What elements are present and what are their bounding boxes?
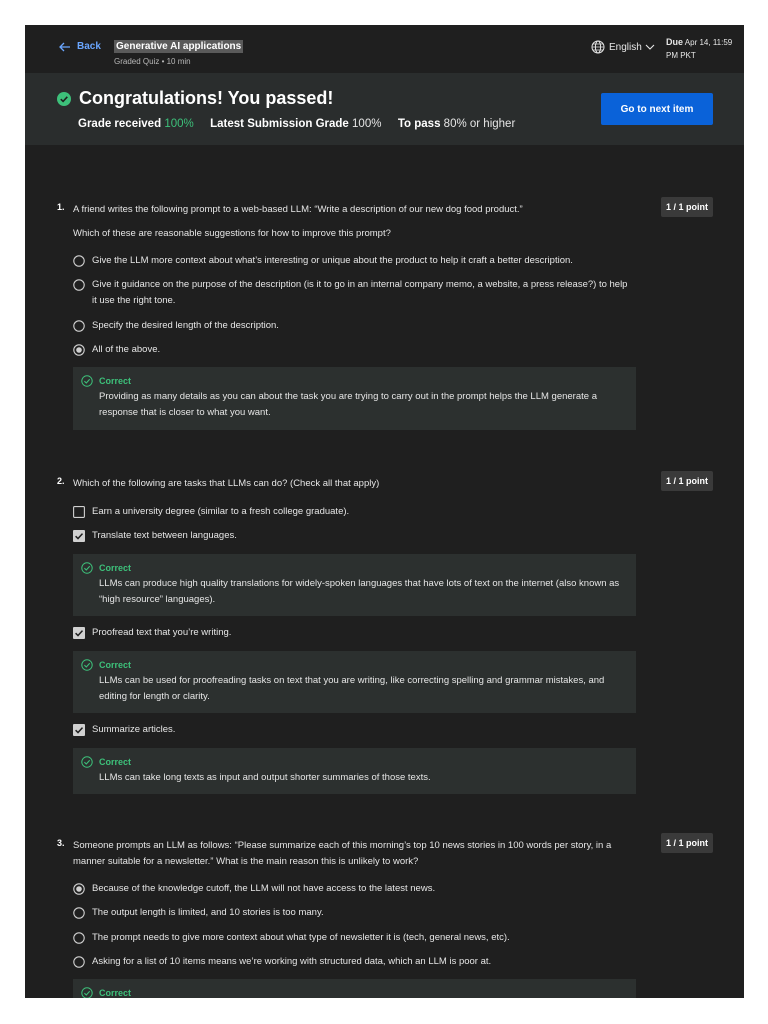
language-label: English (609, 41, 642, 53)
question-text: A friend writes the following prompt to a web-based LLM: “Write a description of our new dog food product.” (73, 204, 523, 215)
feedback-status-label: Correct (99, 757, 132, 767)
back-label: Back (77, 41, 101, 52)
pass-title: Congratulations! You passed! (79, 88, 334, 108)
option-radio-selected[interactable] (73, 342, 633, 358)
latest-grade-label: Latest Submission Grade (210, 118, 349, 130)
pass-heading (57, 88, 333, 109)
option-label: Give it guidance on the purpose of the description (is it to go in an internal company memo, a website, a press release?) to help it use the right tone. (92, 279, 628, 306)
course-subtitle: Graded Quiz • 10 min (114, 57, 191, 66)
to-pass-label: To pass (397, 118, 441, 130)
radio-unselected-icon[interactable] (73, 279, 85, 291)
option-radio[interactable] (73, 277, 633, 309)
question-number: 2. (57, 476, 65, 486)
feedback-text: LLMs can produce high quality translations for widely-spoken languages that have lots of text on the internet (also known as “high resource” languages). (99, 578, 620, 605)
feedback-text: LLMs can be used for proofreading tasks on text that you are writing, like correcting spelling and grammar mistakes, and editing for length or clarity. (99, 675, 605, 702)
check-circle-outline-icon (81, 659, 93, 671)
radio-unselected-icon[interactable] (73, 255, 85, 267)
latest-grade-value: 100% (352, 118, 382, 130)
radio-selected-icon[interactable] (73, 344, 85, 356)
option-label: The output length is limited, and 10 stories is too many. (92, 907, 324, 918)
option-checkbox[interactable] (73, 504, 633, 520)
option-label: Summarize articles. (92, 724, 176, 735)
to-pass-value: 80% or higher (443, 118, 516, 130)
top-bar (25, 25, 744, 73)
question-text: Which of the following are tasks that LLMs can do? (Check all that apply) (73, 478, 380, 489)
check-circle-outline-icon (81, 375, 93, 387)
check-circle-outline-icon (81, 562, 93, 574)
option-label: Give the LLM more context about what’s interesting or unique about the product to help it craft a better description. (92, 255, 573, 266)
feedback-status (81, 756, 131, 768)
check-circle-icon (57, 92, 71, 106)
feedback-status-label: Correct (99, 988, 132, 998)
option-radio[interactable] (73, 930, 633, 946)
option-radio-selected[interactable] (73, 881, 633, 897)
option-label: The prompt needs to give more context about what type of newsletter it is (tech, general news, etc). (92, 932, 510, 943)
option-label: Earn a university degree (similar to a fresh college graduate). (92, 506, 350, 517)
radio-unselected-icon[interactable] (73, 956, 85, 968)
course-title: Generative AI applications (116, 41, 242, 52)
pass-banner (25, 73, 744, 145)
points-badge: 1 / 1 point (661, 833, 713, 853)
go-to-next-item-button[interactable]: Go to next item (601, 93, 713, 125)
option-label: All of the above. (92, 344, 161, 355)
question-text: Someone prompts an LLM as follows: “Please summarize each of this morning’s top 10 news stories in 100 words per story, in a manner suitable for a newsletter.” What is the main reason this is unlikely to work? (73, 840, 612, 867)
feedback-text: LLMs can take long texts as input and output shorter summaries of those texts. (99, 772, 431, 783)
option-checkbox-checked[interactable] (73, 528, 633, 544)
grade-received-value: 100% (164, 118, 194, 130)
option-radio[interactable] (73, 905, 633, 921)
arrow-left-icon (59, 42, 71, 52)
option-checkbox-checked[interactable] (73, 722, 633, 738)
globe-icon (591, 40, 605, 54)
feedback-status-label: Correct (99, 660, 132, 670)
radio-selected-icon[interactable] (73, 883, 85, 895)
feedback-panel (73, 979, 636, 998)
radio-unselected-icon[interactable] (73, 907, 85, 919)
quiz-results-page (25, 25, 744, 998)
option-label: Specify the desired length of the description. (92, 320, 279, 331)
back-button[interactable] (59, 41, 101, 52)
feedback-status (81, 987, 131, 998)
option-radio[interactable] (73, 318, 633, 334)
option-label: Because of the knowledge cutoff, the LLM will not have access to the latest news. (92, 883, 436, 894)
points-badge: 1 / 1 point (661, 197, 713, 217)
feedback-panel (73, 651, 636, 713)
due-timezone: PM PKT (666, 51, 696, 60)
grade-received-label: Grade received (78, 118, 162, 130)
points-badge: 1 / 1 point (661, 471, 713, 491)
chevron-down-icon (645, 44, 655, 50)
due-date-value: Apr 14, 11:59 (684, 38, 733, 47)
checkbox-unchecked-icon[interactable] (73, 506, 85, 518)
option-radio[interactable] (73, 954, 633, 970)
question-number: 3. (57, 838, 65, 848)
option-label: Proofread text that you’re writing. (92, 627, 232, 638)
option-checkbox-checked[interactable] (73, 625, 633, 641)
feedback-panel (73, 554, 636, 616)
radio-unselected-icon[interactable] (73, 932, 85, 944)
question-subtext: Which of these are reasonable suggestions for how to improve this prompt? (73, 228, 391, 239)
checkbox-checked-icon[interactable] (73, 530, 85, 542)
feedback-panel (73, 367, 636, 430)
due-label: Due (666, 37, 684, 47)
feedback-status-label: Correct (99, 376, 132, 386)
feedback-status (81, 375, 131, 387)
feedback-text: Providing as many details as you can about the task you are trying to carry out in the prompt helps the LLM generate a response that is closer to what you want. (99, 391, 597, 418)
feedback-status (81, 562, 131, 574)
question-number: 1. (57, 202, 65, 212)
due-date (666, 36, 742, 62)
language-selector[interactable] (591, 40, 659, 54)
check-circle-outline-icon (81, 756, 93, 768)
checkbox-checked-icon[interactable] (73, 627, 85, 639)
option-label: Asking for a list of 10 items means we’re working with structured data, which an LLM is poor at. (92, 956, 492, 967)
feedback-status (81, 659, 131, 671)
radio-unselected-icon[interactable] (73, 320, 85, 332)
grade-summary (78, 118, 515, 130)
checkbox-checked-icon[interactable] (73, 724, 85, 736)
course-breadcrumb (114, 36, 243, 66)
check-circle-outline-icon (81, 987, 93, 998)
feedback-panel (73, 748, 636, 794)
option-radio[interactable] (73, 253, 633, 269)
option-label: Translate text between languages. (92, 530, 237, 541)
feedback-status-label: Correct (99, 563, 132, 573)
